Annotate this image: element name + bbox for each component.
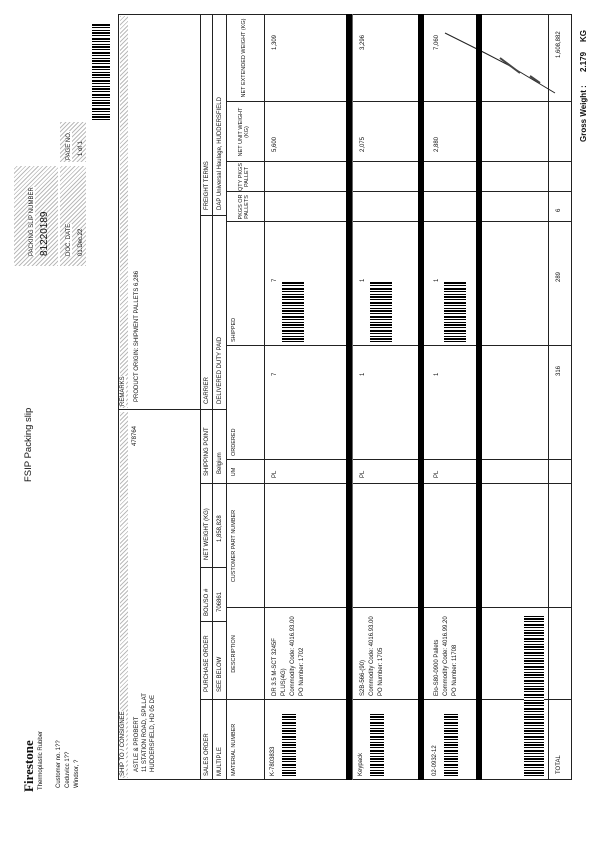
row3-desc-2: Commodity Code: 4016.99.20 bbox=[443, 616, 449, 696]
col-ordered: ORDERED bbox=[231, 428, 238, 456]
row1-ordered: 7 bbox=[272, 372, 278, 376]
row1-shipped: 7 bbox=[272, 278, 278, 282]
ship-to-line-1: ASTLE & PROBERT bbox=[134, 716, 140, 772]
main-form bbox=[118, 14, 572, 780]
row1-shipped-barcode bbox=[282, 282, 304, 342]
row1-um: PL bbox=[272, 470, 278, 478]
row1-desc-3: Commodity Code: 4016.93.00 bbox=[290, 616, 296, 696]
row2-desc-1: S2B-566-(90) bbox=[360, 659, 366, 696]
row2-ordered: 1 bbox=[360, 372, 366, 376]
packing-slip-number-box bbox=[14, 18, 110, 266]
col-carrier: CARRIER bbox=[204, 376, 210, 404]
row2-material: Keypack bbox=[358, 752, 364, 776]
row2-material-barcode bbox=[370, 714, 384, 776]
row2-ext-weight: 3,296 bbox=[360, 34, 366, 50]
col-customer-part-number: CUSTOMER PART NUMBER bbox=[231, 509, 238, 583]
page-title: FSIP Packing slip bbox=[23, 407, 34, 482]
page-number: 1 of 1 bbox=[78, 140, 84, 156]
row3-ext-weight: 7,060 bbox=[434, 34, 440, 50]
remarks-label: REMARKS bbox=[120, 376, 126, 406]
total-weight: 1,608,882 bbox=[556, 31, 562, 58]
col-net-unit-weight: NET UNIT WEIGHT (KG) bbox=[238, 107, 250, 157]
sender-address-2: Ceduvicc 1?? bbox=[65, 751, 71, 788]
doc-date: 01.Dec.22 bbox=[78, 228, 84, 256]
col-description: DESCRIPTION bbox=[231, 635, 238, 673]
col-pkgs: PKGS OR PALLETS bbox=[238, 194, 250, 220]
ship-to-line-2: 11 STATION ROAD, SPILLAT bbox=[142, 693, 148, 772]
col-material-number: MATERIAL NUMBER bbox=[231, 723, 238, 776]
row3-material: 02-0932-12 bbox=[432, 745, 438, 776]
row3-ordered: 1 bbox=[434, 372, 440, 376]
row2-um: PL bbox=[360, 470, 366, 478]
col-shipping-point: SHIPPING POINT bbox=[204, 427, 210, 476]
val-net-weight: 1,858,828 bbox=[217, 515, 223, 542]
row3-material-barcode bbox=[444, 714, 458, 776]
row2-shipped-barcode bbox=[370, 282, 392, 342]
row3-shipped-barcode bbox=[444, 282, 466, 342]
col-net-extended-weight: NET EXTENDED WEIGHT (KG) bbox=[241, 18, 248, 98]
col-um: UM bbox=[231, 467, 238, 477]
col-shipped: SHIPPED bbox=[231, 317, 238, 342]
brand-tagline: Thermoplastic Rubber bbox=[38, 730, 44, 790]
gross-weight-label: Gross Weight : bbox=[579, 85, 588, 142]
row1-material: K-7803833 bbox=[270, 746, 276, 776]
row1-ext-weight: 1,309 bbox=[272, 34, 278, 50]
row1-desc-4: PO Number: 1702 bbox=[299, 647, 305, 696]
val-bol: 706861 bbox=[217, 591, 223, 612]
total-ordered: 316 bbox=[556, 365, 562, 376]
col-qty-pkgs: QTY PKGS PALLET bbox=[238, 162, 250, 192]
col-freight-terms: FREIGHT TERMS bbox=[204, 161, 210, 210]
val-purchase-order: SEE BELOW bbox=[217, 656, 223, 692]
row1-unit-weight: 5,600 bbox=[272, 136, 278, 152]
total-label: TOTAL bbox=[556, 755, 562, 774]
total-barcode bbox=[524, 616, 544, 776]
row3-unit-weight: 2,880 bbox=[434, 136, 440, 152]
brand-logo: Firestone bbox=[21, 740, 36, 792]
row2-desc-2: Commodity Code: 4016.93.00 bbox=[369, 616, 375, 696]
val-freight-terms: DAP Universal Haulage, HUDDERSFIELD bbox=[217, 97, 223, 210]
row3-shipped: 1 bbox=[434, 278, 440, 282]
sender-address-3: Windsor, ? bbox=[74, 759, 80, 788]
ship-to-label: SHIP TO / CONSIGNEE bbox=[120, 711, 126, 776]
row3-desc-3: PO Number: 11708 bbox=[452, 644, 458, 696]
row1-material-barcode bbox=[282, 714, 296, 776]
gross-weight-unit: KG bbox=[579, 30, 588, 42]
total-pkgs: 6 bbox=[556, 208, 562, 212]
total-shipped: 289 bbox=[556, 271, 562, 282]
val-carrier: DELIVERED DUTY PAID bbox=[217, 336, 223, 404]
packing-slip-barcode bbox=[92, 24, 110, 120]
val-shipping-point: Belgium bbox=[217, 452, 223, 474]
val-sales-order: MULTIPLE bbox=[217, 747, 223, 776]
sender-address-1: Customer no. 1?? bbox=[56, 740, 62, 788]
page-label: PAGE NO. bbox=[66, 131, 72, 160]
col-bol: BOL/SO # bbox=[204, 588, 210, 616]
row2-unit-weight: 2,075 bbox=[360, 136, 366, 152]
row1-desc-1: DR 3.5 M-SCT 3245F bbox=[272, 638, 278, 696]
ship-to-line-3: HUDDERSFIELD, HD 05 DE bbox=[150, 694, 156, 772]
header-ref: 478764 bbox=[132, 425, 138, 446]
packing-slip-number-label: PACKING SLIP NUMBER bbox=[29, 187, 35, 256]
row3-desc-1: Elo-S80-0900 Pallets bbox=[434, 639, 440, 696]
col-net-weight: NET WEIGHT (KG) bbox=[204, 508, 210, 560]
col-sales-order: SALES ORDER bbox=[204, 733, 210, 776]
gross-weight-value: 2.179 bbox=[579, 51, 588, 72]
row2-shipped: 1 bbox=[360, 278, 366, 282]
row1-desc-2: PLUS(4G) bbox=[281, 668, 287, 696]
row2-desc-3: PO Number: 1705 bbox=[378, 647, 384, 696]
doc-date-label: DOC. DATE bbox=[66, 223, 72, 256]
row3-um: PL bbox=[434, 470, 440, 478]
col-purchase-order: PURCHASE ORDER bbox=[204, 635, 210, 692]
packing-slip-number: 81220189 bbox=[39, 211, 50, 256]
remarks-text: PRODUCT ORIGIN: SHIPMENT PALLETS 6,286 bbox=[134, 270, 140, 402]
